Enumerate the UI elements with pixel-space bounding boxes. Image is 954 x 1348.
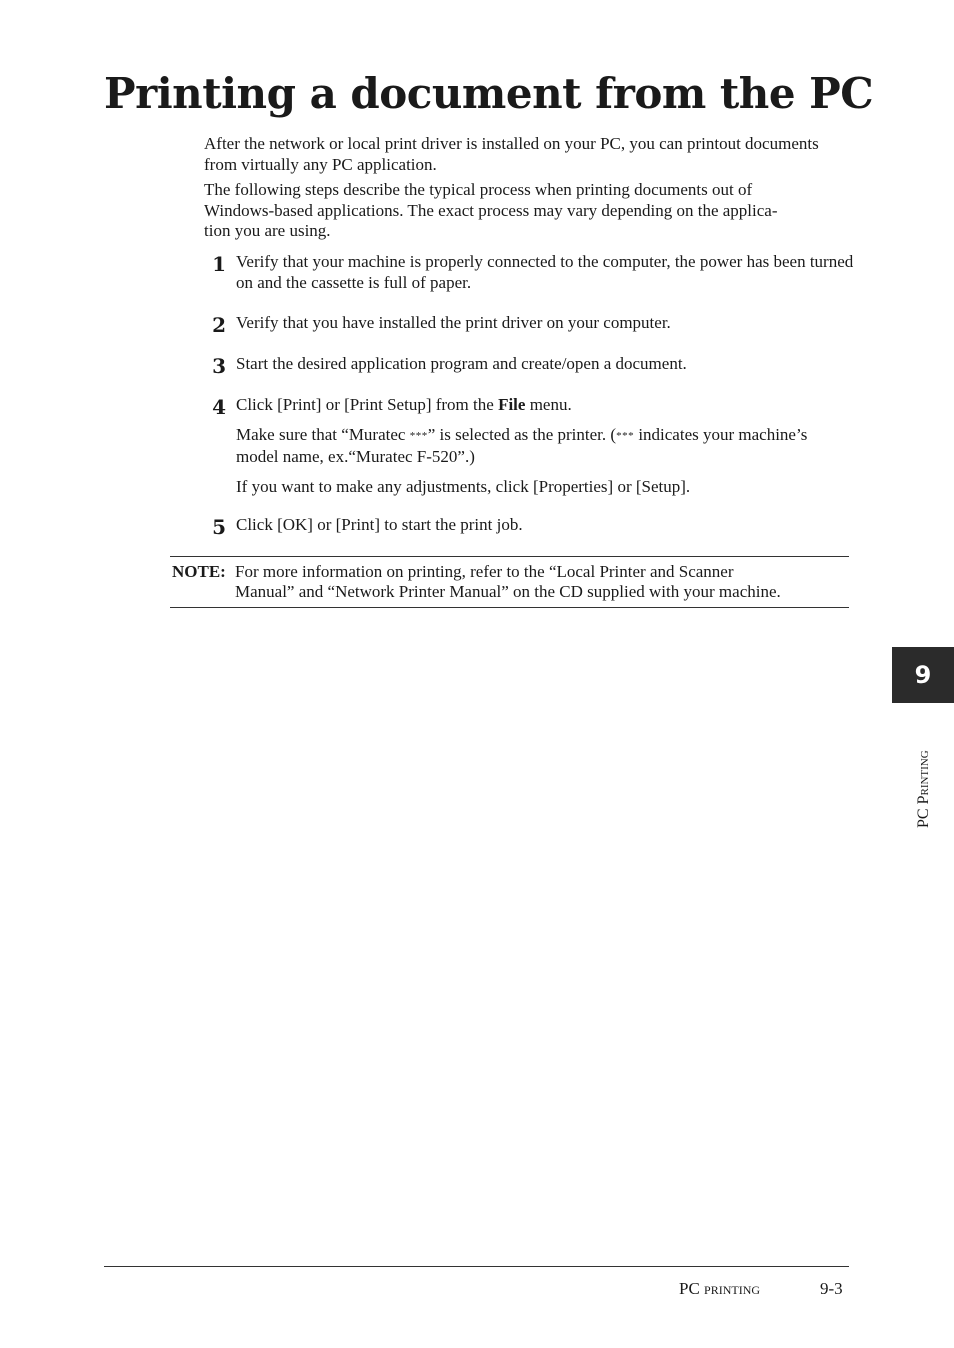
step-number: 5 [212,515,226,539]
note-label: NOTE: [172,562,226,581]
side-label-small-caps: Printing [915,750,932,805]
model-placeholder: *** [616,429,635,442]
note-line-1: For more information on printing, refer to the “Local Printer and Scanner [235,562,734,581]
step-3 [204,354,854,378]
intro-paragraph-1: After the network or local print driver is installed on your PC, you can printout documents from virtually any PC application. [204,134,819,174]
model-placeholder: *** [409,429,428,442]
page-number: 9-3 [820,1279,843,1298]
note-text [235,562,855,602]
step-4 [204,395,854,497]
side-label-cap: PC [915,804,932,828]
printer-note-part: Make sure that “Muratec [236,424,410,444]
intro-paragraph-2-line-2: Windows-based applications. The exact process may vary depending on the applica- [204,200,778,220]
printer-note-part: ” is selected as the printer. ( [427,424,617,444]
page-title: Printing a document from the PC [104,69,874,118]
step-text: Start the desired application program and create/open a document. [236,354,687,373]
step-number: 1 [212,252,226,276]
step-4-printer-note [236,425,854,468]
footer-section-small-caps: printing [704,1279,761,1298]
step-4-adjustments-note: If you want to make any adjustments, click [Properties] or [Setup]. [236,476,691,496]
intro-paragraph-2 [204,180,854,242]
printer-note-part: indicates your machine’s model name, ex.“Muratec F-520”.) [236,424,808,466]
file-menu-name: File [498,395,526,414]
footer-section-cap: PC [679,1279,705,1298]
step-text [236,395,854,416]
step-number: 4 [212,395,226,419]
step-5 [204,515,854,539]
step-number: 2 [212,313,226,337]
chapter-tab: 9 [892,647,954,703]
intro-paragraph-2-line-1: The following steps describe the typical process when printing documents out of [204,180,753,199]
footer-section-name [679,1279,760,1299]
step-text: Verify that your machine is properly connected to the computer, the power has been turned on and the cassette is full of paper. [236,252,854,292]
intro-paragraph-2-line-3: tion you are using. [204,221,331,240]
step-text: Click [OK] or [Print] to start the print job. [236,515,523,534]
step-text-start: Click [Print] or [Print Setup] from the [236,395,499,414]
step-text: Verify that you have installed the print driver on your computer. [236,313,671,332]
step-text-end: menu. [525,395,572,414]
note-box [170,556,849,608]
chapter-side-label [915,750,933,828]
step-1 [204,252,854,293]
step-number: 3 [212,354,226,378]
note-line-2: Manual” and “Network Printer Manual” on the CD supplied with your machine. [235,582,781,601]
footer-rule [104,1266,849,1267]
step-2 [204,313,854,337]
